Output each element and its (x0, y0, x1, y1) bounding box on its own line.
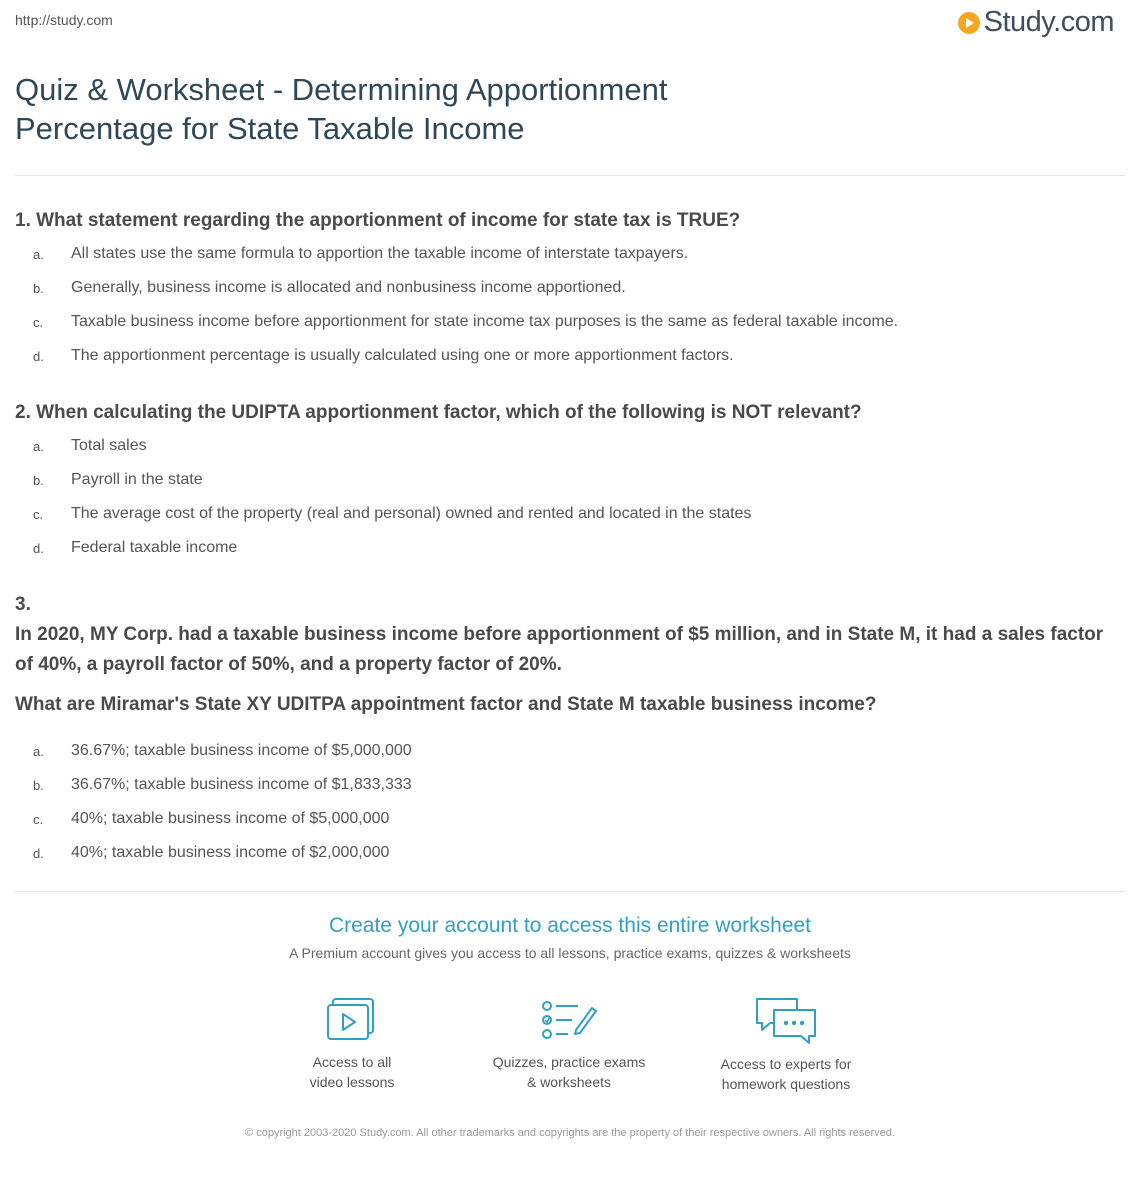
option-letter: a. (33, 743, 44, 759)
expert-chat-icon (754, 996, 818, 1046)
option-b[interactable] (15, 463, 1125, 497)
option-b[interactable] (15, 271, 1125, 305)
option-text: Total sales (71, 437, 147, 454)
feature-label: Access to experts for homework questions (720, 1056, 852, 1092)
play-logo-icon (958, 12, 980, 34)
option-text: Payroll in the state (71, 471, 203, 488)
question-number: 3. (15, 594, 31, 615)
copyright-footer: © copyright 2003-2020 Study.com. All other trademarks and copyrights are the property of their respective owners. All rights reserved. (245, 1127, 895, 1139)
option-letter: c. (33, 314, 44, 330)
option-letter: a. (33, 438, 44, 454)
question-text: In 2020, MY Corp. had a taxable business income before apportionment of $5 million, and in State M, it had a sales factor of 40%, a payroll factor of 50%, and a property factor of 20%. (15, 624, 1104, 675)
header-divider (15, 175, 1125, 176)
option-text: 36.67%; taxable business income of $5,000,000 (71, 742, 412, 759)
option-text: 40%; taxable business income of $5,000,000 (71, 810, 390, 827)
question-1 (15, 206, 1125, 373)
options-list (15, 429, 1125, 565)
page-title: Quiz & Worksheet - Determining Apportionment Percentage for State Taxable Income (15, 72, 668, 146)
option-text: The apportionment percentage is usually calculated using one or more apportionment factors. (71, 347, 734, 364)
cta-title-link[interactable]: Create your account to access this entire worksheet (328, 914, 812, 937)
feature-label: Quizzes, practice exams & worksheets (492, 1054, 646, 1090)
question-2 (15, 398, 1125, 565)
study-logo[interactable] (958, 6, 1114, 39)
cta-divider (15, 891, 1125, 892)
question-text: 1. What statement regarding the apportionment of income for state tax is TRUE? (15, 210, 741, 231)
option-a[interactable] (15, 734, 1125, 768)
option-letter: d. (33, 540, 44, 556)
video-lessons-icon (325, 996, 379, 1044)
option-text: The average cost of the property (real and personal) owned and rented and located in the states (71, 505, 752, 522)
question-text: 2. When calculating the UDIPTA apportionment factor, which of the following is NOT relevant? (15, 402, 862, 423)
option-text: 36.67%; taxable business income of $1,833,333 (71, 776, 412, 793)
question-3 (15, 590, 1125, 870)
options-list (15, 237, 1125, 373)
quiz-checklist-icon (540, 996, 598, 1044)
option-letter: a. (33, 246, 44, 262)
cta-subtitle: A Premium account gives you access to all lessons, practice exams, quizzes & worksheets (289, 945, 851, 961)
feature-experts (691, 996, 881, 1094)
option-a[interactable] (15, 429, 1125, 463)
option-c[interactable] (15, 497, 1125, 531)
option-d[interactable] (15, 531, 1125, 565)
option-letter: b. (33, 777, 44, 793)
option-text: All states use the same formula to apportion the taxable income of interstate taxpayers. (71, 245, 689, 262)
feature-quizzes (474, 996, 664, 1092)
feature-label: Access to all video lessons (309, 1054, 395, 1090)
option-letter: b. (33, 280, 44, 296)
option-text: Federal taxable income (71, 539, 238, 556)
option-letter: d. (33, 348, 44, 364)
option-text: Generally, business income is allocated and nonbusiness income apportioned. (71, 279, 626, 296)
logo-text: Study.com (983, 6, 1114, 38)
option-d[interactable] (15, 339, 1125, 373)
options-list (15, 734, 1125, 870)
option-c[interactable] (15, 305, 1125, 339)
option-letter: b. (33, 472, 44, 488)
question-prompt: What are Miramar's State XY UDITPA appointment factor and State M taxable business income? (15, 694, 877, 715)
feature-video-lessons (257, 996, 447, 1092)
option-c[interactable] (15, 802, 1125, 836)
option-text: 40%; taxable business income of $2,000,000 (71, 844, 390, 861)
option-letter: d. (33, 845, 44, 861)
site-url[interactable]: http://study.com (15, 12, 113, 28)
option-text: Taxable business income before apportionment for state income tax purposes is the same as federal taxable income. (71, 313, 899, 330)
option-a[interactable] (15, 237, 1125, 271)
option-b[interactable] (15, 768, 1125, 802)
option-d[interactable] (15, 836, 1125, 870)
option-letter: c. (33, 811, 44, 827)
option-letter: c. (33, 506, 44, 522)
